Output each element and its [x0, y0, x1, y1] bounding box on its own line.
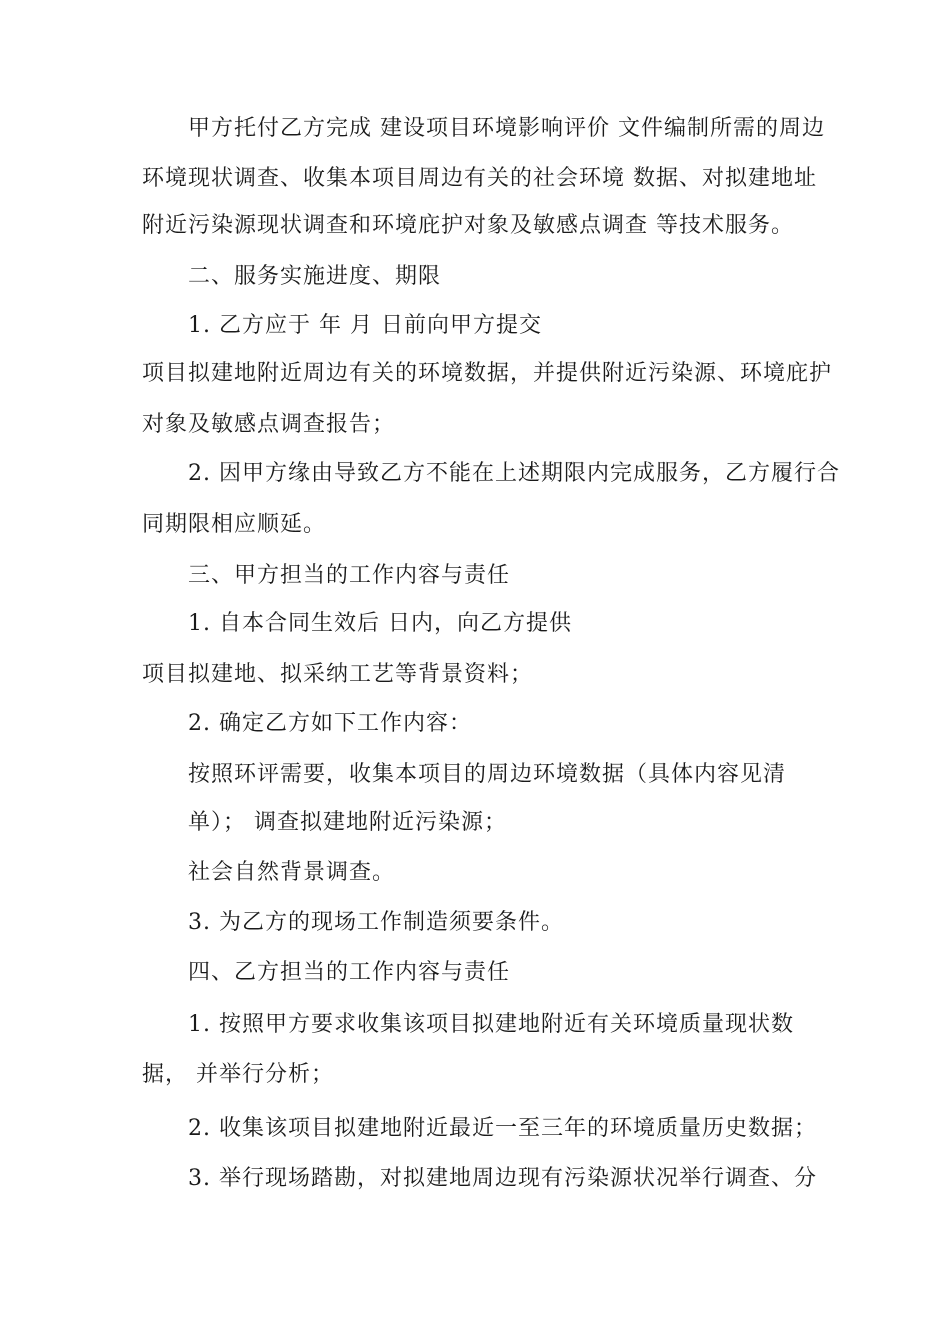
paragraph-line: 项目拟建地附近周边有关的环境数据，并提供附近污染源、环境庇护	[142, 361, 833, 386]
paragraph-line: 2. 确定乙方如下工作内容：	[188, 711, 472, 736]
paragraph-line: 1. 乙方应于 年 月 日前向甲方提交	[188, 313, 542, 338]
section-heading: 四、乙方担当的工作内容与责任	[188, 960, 511, 985]
paragraph-line: 1. 按照甲方要求收集该项目拟建地附近有关环境质量现状数	[188, 1012, 794, 1037]
paragraph-line: 附近污染源现状调查和环境庇护对象及敏感点调查 等技术服务。	[142, 213, 794, 238]
paragraph-line: 1. 自本合同生效后 日内，向乙方提供	[188, 611, 572, 636]
paragraph-line: 2. 因甲方缘由导致乙方不能在上述期限内完成服务，乙方履行合	[188, 461, 840, 486]
paragraph-line: 3. 为乙方的现场工作制造须要条件。	[188, 910, 564, 935]
paragraph-line: 3. 举行现场踏勘，对拟建地周边现有污染源状况举行调查、分	[188, 1166, 817, 1191]
section-heading: 二、服务实施进度、期限	[188, 264, 442, 289]
paragraph-line: 甲方托付乙方完成 建设项目环境影响评价 文件编制所需的周边	[188, 116, 825, 141]
paragraph-line: 对象及敏感点调查报告；	[142, 412, 396, 437]
paragraph-line: 单）； 调查拟建地附近污染源；	[188, 810, 507, 835]
paragraph-line: 据， 并举行分析；	[142, 1062, 334, 1087]
paragraph-line: 环境现状调查、收集本项目周边有关的社会环境 数据、对拟建地址	[142, 166, 817, 191]
section-heading: 三、甲方担当的工作内容与责任	[188, 563, 511, 588]
paragraph-line: 社会自然背景调查。	[188, 860, 396, 885]
paragraph-line: 同期限相应顺延。	[142, 512, 327, 537]
paragraph-line: 2. 收集该项目拟建地附近最近一至三年的环境质量历史数据；	[188, 1116, 817, 1141]
paragraph-line: 项目拟建地、拟采纳工艺等背景资料；	[142, 662, 534, 687]
paragraph-line: 按照环评需要，收集本项目的周边环境数据（具体内容见清	[188, 762, 787, 787]
